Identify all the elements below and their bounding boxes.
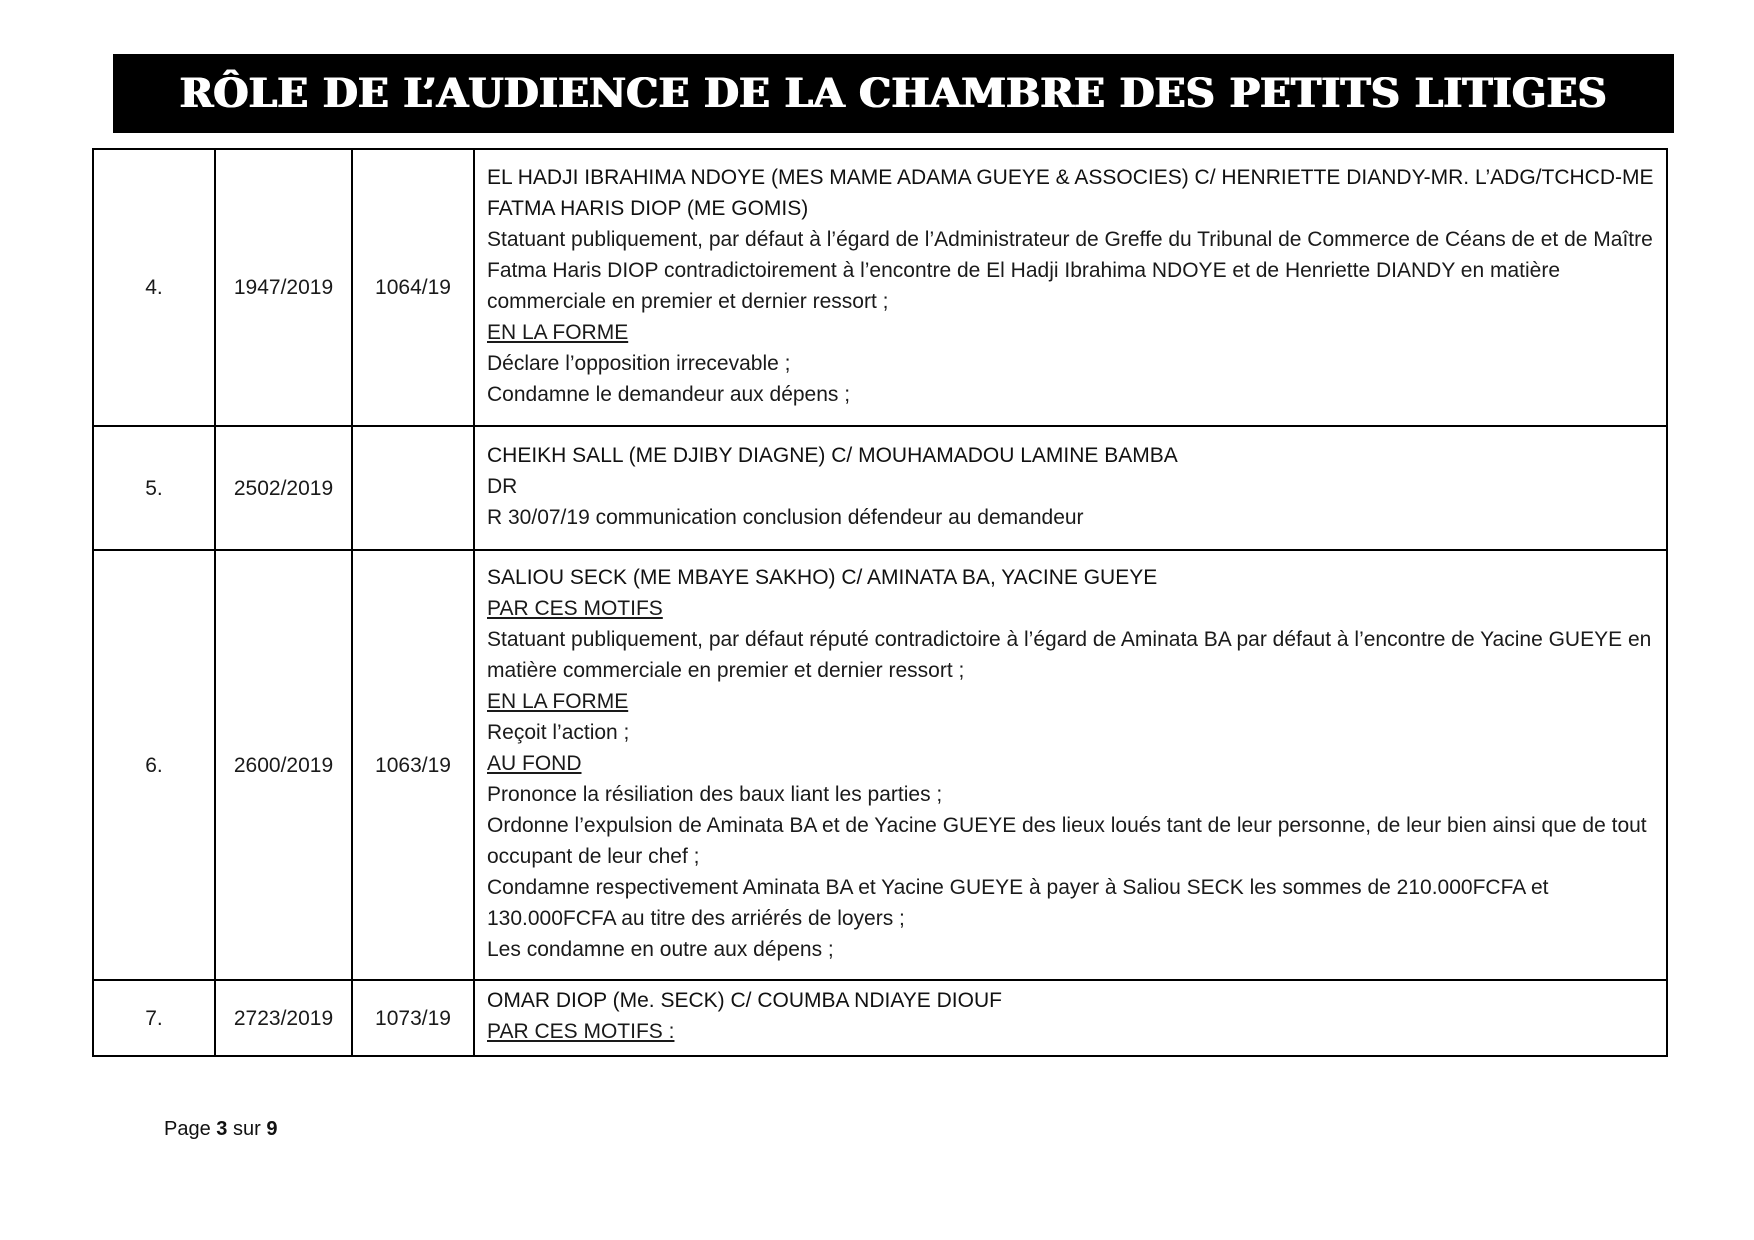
ruling-line: Prononce la résiliation des baux liant les parties ; bbox=[487, 782, 943, 806]
ruling-line: Statuant publiquement, par défaut réputé contradictoire à l’égard de Aminata BA par défaut à l’encontre de Yacine GUEYE en matière commerciale en premier et dernier ressort ; bbox=[487, 627, 1652, 682]
case-parties: OMAR DIOP (Me. SECK) C/ COUMBA NDIAYE DIOUF bbox=[487, 989, 1002, 1012]
current-page-number: 3 bbox=[216, 1118, 228, 1140]
case-parties: CHEIKH SALL (ME DJIBY DIAGNE) C/ MOUHAMADOU LAMINE BAMBA bbox=[487, 443, 1178, 467]
table-row bbox=[93, 550, 1667, 980]
case-number: 5. bbox=[93, 426, 215, 550]
case-number: 7. bbox=[93, 980, 215, 1056]
page-separator: sur bbox=[232, 1118, 261, 1140]
judgment-number bbox=[352, 426, 474, 550]
case-details bbox=[474, 550, 1667, 980]
case-details bbox=[474, 980, 1667, 1056]
judgment-number: 1063/19 bbox=[352, 550, 474, 980]
section-heading: EN LA FORME bbox=[487, 320, 629, 344]
page-title: RÔLE DE L’AUDIENCE DE LA CHAMBRE DES PETITS LITIGES bbox=[179, 70, 1608, 117]
case-parties: SALIOU SECK (ME MBAYE SAKHO) C/ AMINATA BA, YACINE GUEYE bbox=[487, 565, 1158, 589]
section-heading: EN LA FORME bbox=[487, 689, 629, 713]
ruling-line: Ordonne l’expulsion de Aminata BA et de Yacine GUEYE des lieux loués tant de leur personne, de leur bien ainsi que de tout occupant de leur chef ; bbox=[487, 813, 1647, 868]
title-banner bbox=[113, 54, 1674, 133]
ruling-line: Reçoit l’action ; bbox=[487, 720, 630, 744]
case-parties: EL HADJI IBRAHIMA NDOYE (MES MAME ADAMA GUEYE & ASSOCIES) C/ HENRIETTE DIANDY-MR. L’ADG/TCHCD-ME FATMA HARIS DIOP (ME GOMIS) bbox=[487, 165, 1654, 220]
case-registry-number: 2502/2019 bbox=[215, 426, 352, 550]
judgment-number: 1073/19 bbox=[352, 980, 474, 1056]
table-row bbox=[93, 980, 1667, 1056]
page-footer bbox=[164, 1118, 277, 1141]
case-registry-number: 2600/2019 bbox=[215, 550, 352, 980]
ruling-line: Condamne le demandeur aux dépens ; bbox=[487, 382, 851, 406]
ruling-line: Les condamne en outre aux dépens ; bbox=[487, 937, 834, 961]
ruling-line: R 30/07/19 communication conclusion défendeur au demandeur bbox=[487, 505, 1084, 529]
section-heading: PAR CES MOTIFS bbox=[487, 596, 663, 620]
section-heading: AU FOND bbox=[487, 751, 582, 775]
case-registry-number: 2723/2019 bbox=[215, 980, 352, 1056]
ruling-line: Statuant publiquement, par défaut à l’égard de l’Administrateur de Greffe du Tribunal de Commerce de Céans de et de Maître Fatma Haris DIOP contradictoirement à l’encontre de El Hadji Ibrahima NDOYE et de Henriette DIANDY en matière commerciale en premier et dernier ressort ; bbox=[487, 227, 1653, 313]
case-details bbox=[474, 149, 1667, 426]
ruling-line: Condamne respectivement Aminata BA et Yacine GUEYE à payer à Saliou SECK les sommes de 210.000FCFA et 130.000FCFA au titre des arriérés de loyers ; bbox=[487, 875, 1549, 930]
case-number: 6. bbox=[93, 550, 215, 980]
page-label: Page bbox=[164, 1118, 211, 1140]
case-number: 4. bbox=[93, 149, 215, 426]
section-heading: PAR CES MOTIFS : bbox=[487, 1020, 675, 1043]
case-registry-number: 1947/2019 bbox=[215, 149, 352, 426]
case-details bbox=[474, 426, 1667, 550]
total-page-count: 9 bbox=[266, 1118, 278, 1140]
hearing-roll-table bbox=[92, 148, 1668, 1057]
table-row bbox=[93, 149, 1667, 426]
table-row bbox=[93, 426, 1667, 550]
ruling-line: DR bbox=[487, 474, 518, 498]
ruling-line: Déclare l’opposition irrecevable ; bbox=[487, 351, 791, 375]
judgment-number: 1064/19 bbox=[352, 149, 474, 426]
